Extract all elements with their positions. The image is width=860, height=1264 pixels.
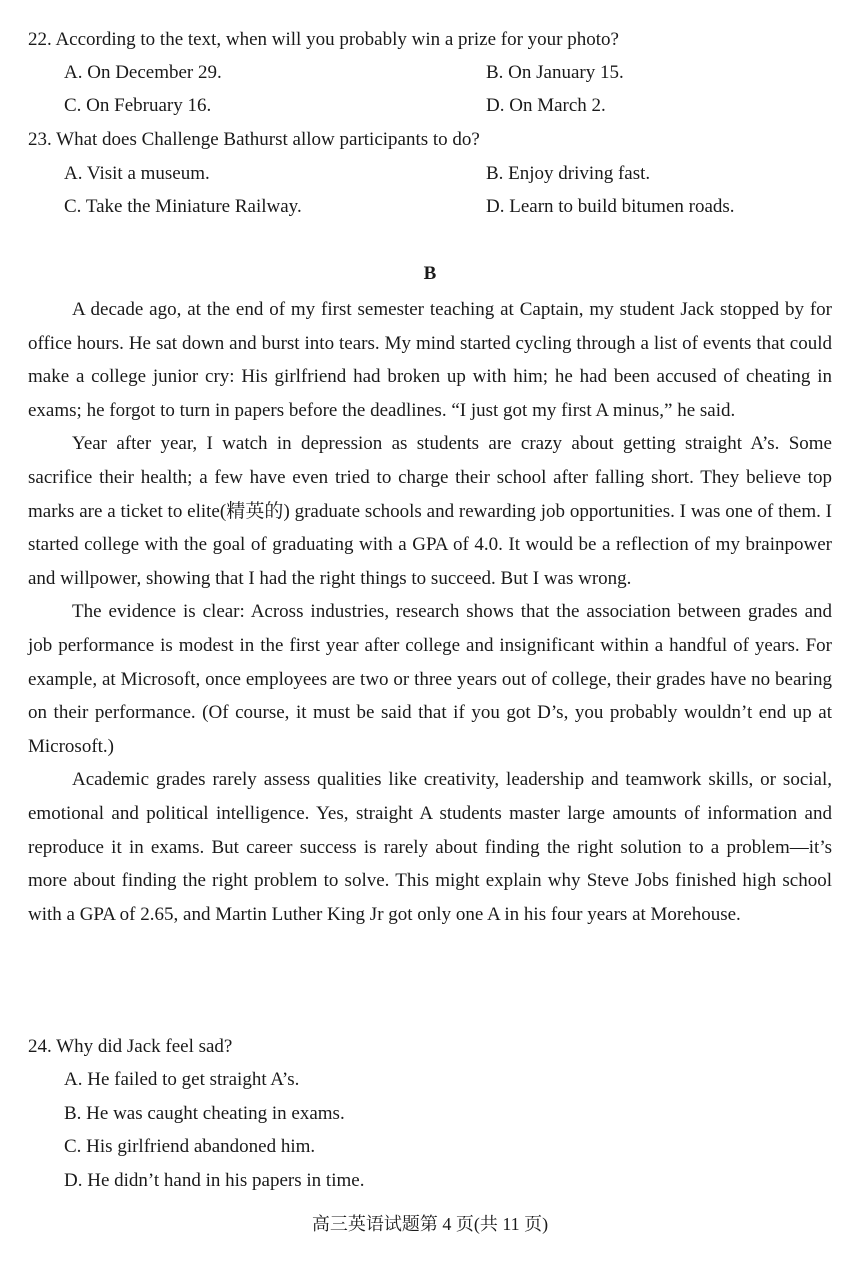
- question-23-option-b: B. Enjoy driving fast.: [486, 163, 651, 184]
- question-23-option-d: D. Learn to build bitumen roads.: [486, 196, 735, 217]
- page-footer: 高三英语试题第 4 页(共 11 页): [311, 1214, 549, 1234]
- question-22-option-c: C. On February 16.: [64, 95, 212, 116]
- passage-paragraph: Academic grades rarely assess qualities like creativity, leadership and teamwork skills, or social, emotional and political intelligence. Yes, straight A students master large amounts of information and reproduce it in exams. But career success is rarely about finding the right solution to a problem—it’s more about finding the right problem to solve. This might explain why Steve Jobs finished high school with a GPA of 2.65, and Martin Luther King Jr got only one A in his four years at Morehouse.: [28, 769, 832, 925]
- question-23-option-a: A. Visit a museum.: [64, 163, 210, 184]
- question-24-option-b: B. He was caught cheating in exams.: [64, 1103, 345, 1124]
- question-22-option-b: B. On January 15.: [486, 62, 624, 83]
- question-24-option-d: D. He didn’t hand in his papers in time.: [64, 1170, 365, 1191]
- question-24-option-a: A. He failed to get straight A’s.: [64, 1069, 300, 1090]
- question-24-stem: 24. Why did Jack feel sad?: [28, 1036, 233, 1057]
- question-23-stem: 23. What does Challenge Bathurst allow participants to do?: [28, 129, 480, 150]
- question-22-option-d: D. On March 2.: [486, 95, 606, 116]
- section-title: B: [423, 263, 437, 284]
- passage-paragraph: The evidence is clear: Across industries, research shows that the association between grades and job performance is modest in the first year after college and insignificant within a handful of years. For example, at Microsoft, once employees are two or three years out of college, their grades have no bearing on their performance. (Of course, it must be said that if you got D’s, you probably wouldn’t end up at Microsoft.): [28, 601, 832, 757]
- question-22-option-a: A. On December 29.: [64, 62, 222, 83]
- question-23-option-c: C. Take the Miniature Railway.: [64, 196, 302, 217]
- passage-paragraph: Year after year, I watch in depression as students are crazy about getting straight A’s. Some sacrifice their health; a few have even tried to charge their school after falling short. They believe top marks are a ticket to elite(精英的) graduate schools and rewarding job opportunities. I was one of them. I started college with the goal of graduating with a GPA of 4.0. It would be a reflection of my brainpower and willpower, showing that I had the right things to succeed. But I was wrong.: [28, 433, 832, 589]
- reading-passage: [28, 293, 832, 931]
- passage-paragraph: A decade ago, at the end of my first semester teaching at Captain, my student Jack stopped by for office hours. He sat down and burst into tears. My mind started cycling through a list of events that could make a college junior cry: His girlfriend had broken up with him; he had been accused of cheating in exams; he forgot to turn in papers before the deadlines. “I just got my first A minus,” he said.: [28, 299, 832, 421]
- question-24-option-c: C. His girlfriend abandoned him.: [64, 1136, 316, 1157]
- question-22-stem: 22. According to the text, when will you probably win a prize for your photo?: [28, 29, 619, 50]
